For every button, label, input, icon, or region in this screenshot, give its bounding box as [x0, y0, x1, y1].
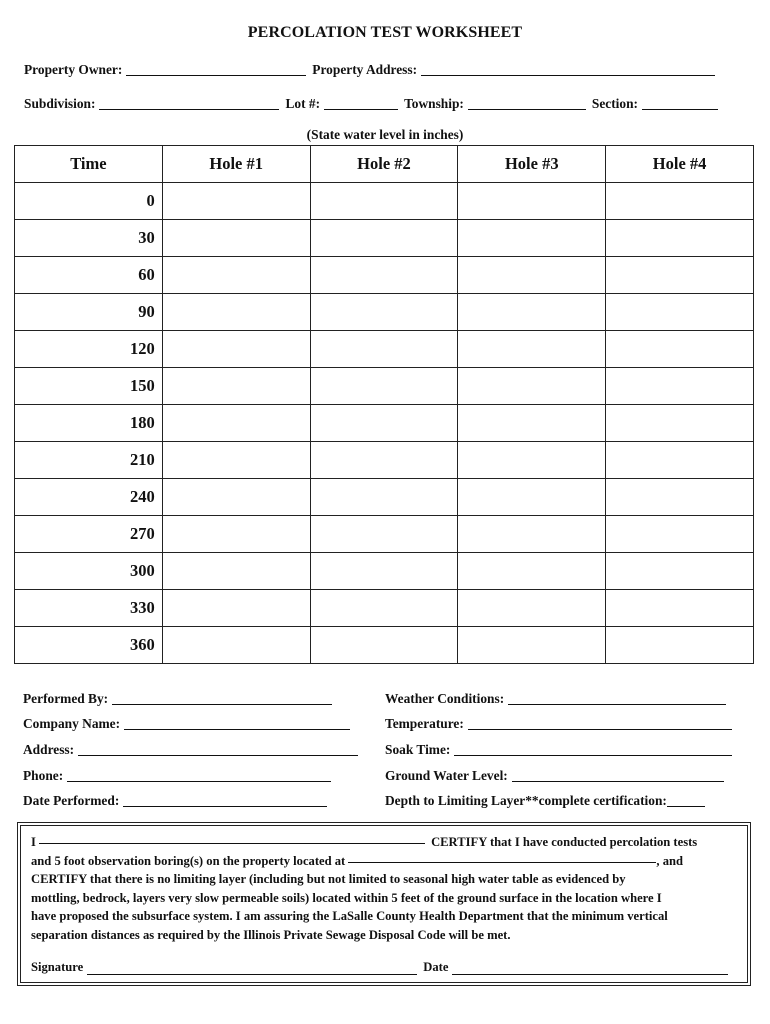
hole-3-reading-cell[interactable] [458, 553, 606, 590]
hole-3-reading-cell[interactable] [458, 368, 606, 405]
hole-2-reading-cell[interactable] [310, 257, 458, 294]
hole-2-reading-cell[interactable] [310, 294, 458, 331]
certification-line-1 [31, 833, 737, 852]
certifier-name-field[interactable] [39, 832, 425, 844]
certification-line-2 [31, 852, 737, 871]
section-label: Section: [591, 96, 638, 111]
conditions-column [385, 681, 738, 809]
hole-3-reading-cell[interactable] [458, 442, 606, 479]
hole-2-reading-cell[interactable] [310, 368, 458, 405]
hole-3-reading-cell[interactable] [458, 516, 606, 553]
property-address-label: Property Address: [312, 62, 418, 77]
depth-limiting-layer-label: Depth to Limiting Layer**complete certification: [385, 793, 667, 809]
hole-1-reading-cell[interactable] [162, 590, 310, 627]
time-cell: 120 [15, 331, 163, 368]
table-row [15, 257, 754, 294]
date-label: Date [423, 960, 449, 974]
table-row [15, 183, 754, 220]
date-field[interactable] [452, 963, 728, 975]
hole-1-reading-cell[interactable] [162, 627, 310, 664]
hole-4-reading-cell[interactable] [606, 553, 754, 590]
page-title: PERCOLATION TEST WORKSHEET [247, 24, 523, 41]
table-row [15, 405, 754, 442]
hole-3-reading-cell[interactable] [458, 294, 606, 331]
property-owner-label: Property Owner: [24, 62, 123, 77]
table-row [15, 294, 754, 331]
subdivision-field[interactable] [99, 98, 279, 110]
hole-1-reading-cell[interactable] [162, 183, 310, 220]
depth-limiting-layer-field[interactable] [667, 795, 705, 807]
table-row [15, 220, 754, 257]
property-address-field[interactable] [421, 64, 715, 76]
certification-line-6: separation distances as required by the Illinois Private Sewage Disposal Code will be met. [31, 927, 511, 942]
date-performed-label: Date Performed: [23, 793, 120, 809]
hole-4-reading-cell[interactable] [606, 183, 754, 220]
hole-4-reading-cell[interactable] [606, 331, 754, 368]
phone-field[interactable] [67, 770, 331, 782]
hole-1-reading-cell[interactable] [162, 442, 310, 479]
certification-i: I [31, 835, 36, 849]
hole-1-reading-cell[interactable] [162, 368, 310, 405]
certification-line-5: have proposed the subsurface system. I am assuring the LaSalle County Health Department that the minimum vertical [31, 909, 668, 924]
hole-2-reading-cell[interactable] [310, 331, 458, 368]
hole-3-reading-cell[interactable] [458, 627, 606, 664]
hole-3-reading-cell[interactable] [458, 220, 606, 257]
certification-line-3: CERTIFY that there is no limiting layer (including but not limited to seasonal high water table as evidenced by [31, 872, 626, 887]
column-header-hole-2: Hole #2 [310, 146, 458, 183]
water-level-note: (State water level in inches) [306, 127, 464, 142]
table-row [15, 590, 754, 627]
ground-water-level-label: Ground Water Level: [385, 767, 508, 783]
table-row [15, 479, 754, 516]
time-cell: 360 [15, 627, 163, 664]
lot-field[interactable] [324, 98, 398, 110]
lot-label: Lot #: [285, 96, 321, 111]
hole-3-reading-cell[interactable] [458, 405, 606, 442]
hole-2-reading-cell[interactable] [310, 516, 458, 553]
subdivision-row [24, 94, 724, 112]
time-cell: 210 [15, 442, 163, 479]
hole-2-reading-cell[interactable] [310, 627, 458, 664]
temperature-field[interactable] [468, 718, 732, 730]
hole-4-reading-cell[interactable] [606, 479, 754, 516]
hole-4-reading-cell[interactable] [606, 220, 754, 257]
certification-box [20, 825, 748, 983]
hole-2-reading-cell[interactable] [310, 405, 458, 442]
tester-info-column [23, 681, 364, 809]
soak-time-label: Soak Time: [385, 742, 451, 758]
address-field[interactable] [78, 744, 358, 756]
township-label: Township: [404, 96, 464, 111]
table-row [15, 516, 754, 553]
soak-time-field[interactable] [454, 744, 732, 756]
hole-1-reading-cell[interactable] [162, 516, 310, 553]
owner-address-row [24, 60, 721, 78]
performed-by-field[interactable] [112, 693, 332, 705]
performed-by-label: Performed By: [23, 690, 109, 706]
table-row [15, 331, 754, 368]
hole-1-reading-cell[interactable] [162, 553, 310, 590]
hole-4-reading-cell[interactable] [606, 442, 754, 479]
column-header-hole-1: Hole #1 [162, 146, 310, 183]
ground-water-level-field[interactable] [512, 770, 724, 782]
time-cell: 330 [15, 590, 163, 627]
time-cell: 150 [15, 368, 163, 405]
property-owner-field[interactable] [126, 64, 306, 76]
hole-4-reading-cell[interactable] [606, 368, 754, 405]
hole-1-reading-cell[interactable] [162, 257, 310, 294]
hole-2-reading-cell[interactable] [310, 479, 458, 516]
hole-4-reading-cell[interactable] [606, 405, 754, 442]
hole-3-reading-cell[interactable] [458, 331, 606, 368]
time-cell: 180 [15, 405, 163, 442]
certification-statement-1: CERTIFY that I have conducted percolation tests [431, 835, 698, 849]
percolation-table [14, 145, 754, 664]
certification-line-4: mottling, bedrock, layers very slow permeable soils) located within 5 feet of the ground surface in the location where I [31, 890, 662, 905]
hole-4-reading-cell[interactable] [606, 257, 754, 294]
time-cell: 240 [15, 479, 163, 516]
table-row [15, 442, 754, 479]
hole-3-reading-cell[interactable] [458, 257, 606, 294]
certification-statement-2: and 5 foot observation boring(s) on the property located at [31, 853, 346, 868]
signature-row [31, 958, 734, 977]
table-header-row [15, 146, 754, 183]
hole-1-reading-cell[interactable] [162, 220, 310, 257]
hole-2-reading-cell[interactable] [310, 183, 458, 220]
hole-4-reading-cell[interactable] [606, 627, 754, 664]
weather-conditions-field[interactable] [508, 693, 726, 705]
hole-1-reading-cell[interactable] [162, 479, 310, 516]
table-row [15, 553, 754, 590]
hole-1-reading-cell[interactable] [162, 331, 310, 368]
signature-label: Signature [31, 960, 84, 974]
time-cell: 90 [15, 294, 163, 331]
hole-2-reading-cell[interactable] [310, 590, 458, 627]
company-name-field[interactable] [124, 718, 350, 730]
temperature-label: Temperature: [385, 716, 464, 732]
weather-conditions-label: Weather Conditions: [385, 690, 505, 706]
hole-3-reading-cell[interactable] [458, 183, 606, 220]
time-cell: 30 [15, 220, 163, 257]
subdivision-label: Subdivision: [24, 96, 96, 111]
table-row [15, 368, 754, 405]
column-header-hole-3: Hole #3 [458, 146, 606, 183]
hole-2-reading-cell[interactable] [310, 553, 458, 590]
phone-label: Phone: [23, 767, 64, 783]
signature-field[interactable] [87, 963, 417, 975]
hole-4-reading-cell[interactable] [606, 294, 754, 331]
column-header-hole-4: Hole #4 [606, 146, 754, 183]
time-cell: 60 [15, 257, 163, 294]
hole-4-reading-cell[interactable] [606, 516, 754, 553]
time-cell: 270 [15, 516, 163, 553]
time-cell: 0 [15, 183, 163, 220]
hole-4-reading-cell[interactable] [606, 590, 754, 627]
hole-3-reading-cell[interactable] [458, 590, 606, 627]
date-performed-field[interactable] [123, 795, 327, 807]
column-header-time: Time [15, 146, 163, 183]
company-name-label: Company Name: [23, 716, 121, 732]
hole-2-reading-cell[interactable] [310, 442, 458, 479]
hole-1-reading-cell[interactable] [162, 405, 310, 442]
table-row [15, 627, 754, 664]
property-location-field[interactable] [348, 851, 656, 863]
address-label: Address: [23, 742, 75, 758]
hole-2-reading-cell[interactable] [310, 220, 458, 257]
time-cell: 300 [15, 553, 163, 590]
section-field[interactable] [642, 98, 718, 110]
certification-statement-2b: , and [656, 853, 684, 868]
township-field[interactable] [468, 98, 586, 110]
hole-1-reading-cell[interactable] [162, 294, 310, 331]
hole-3-reading-cell[interactable] [458, 479, 606, 516]
